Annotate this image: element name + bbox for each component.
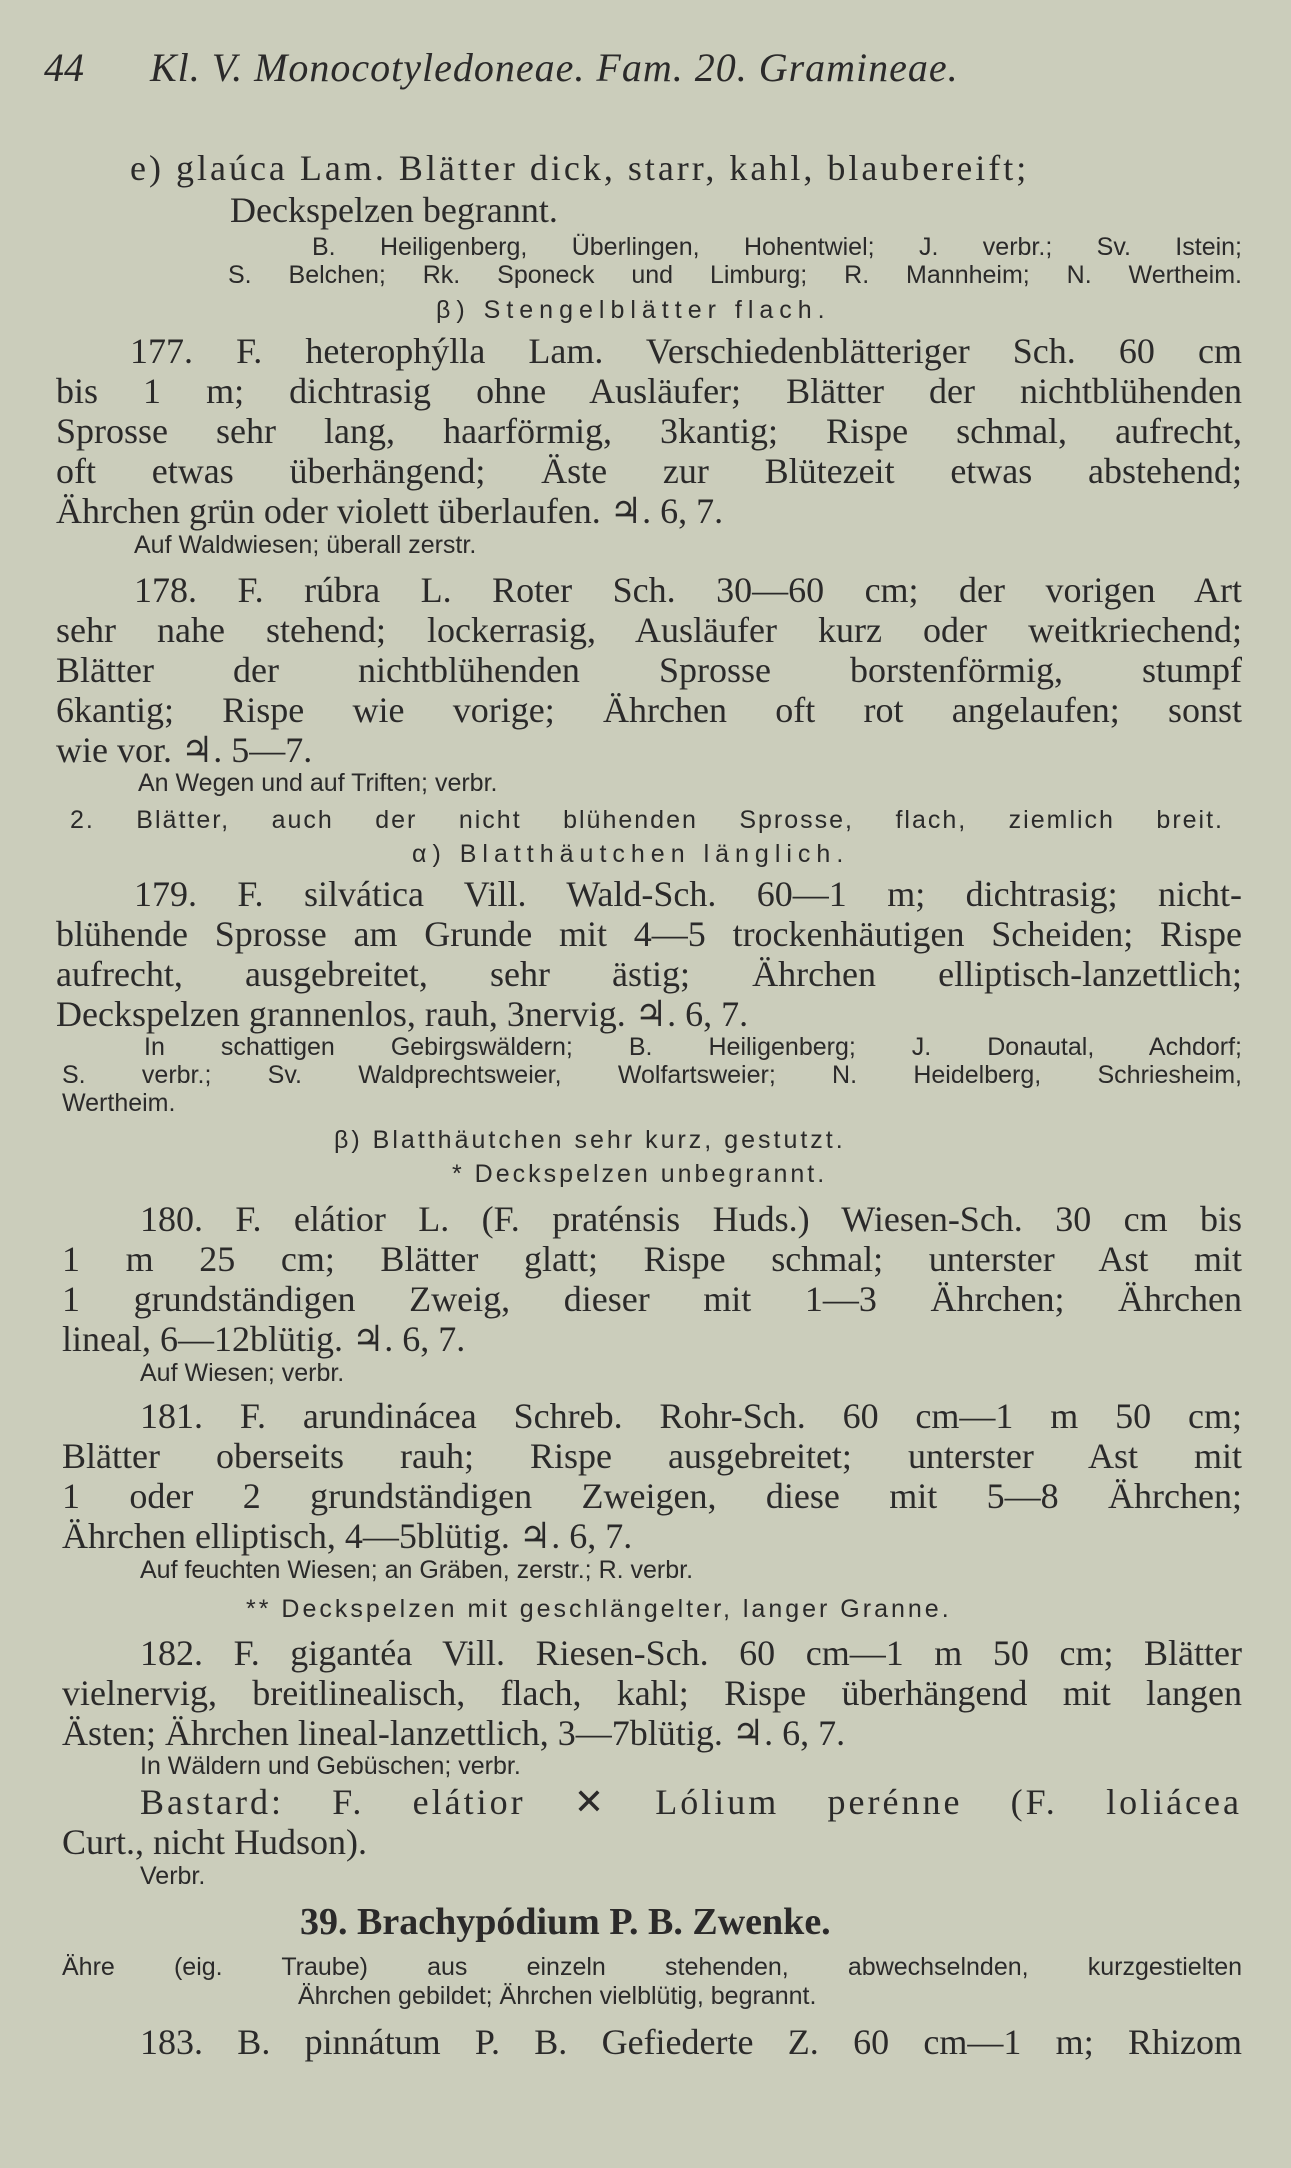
page-number: 44 <box>44 45 84 90</box>
subsection-heading: α) Blatthäutchen länglich. <box>412 840 850 868</box>
locality-line: Wertheim. <box>62 1089 176 1117</box>
locality-line: Verbr. <box>140 1862 206 1890</box>
text-line: 1 m 25 cm; Blätter glatt; Rispe schmal; unterster Ast mit <box>62 1239 1242 1279</box>
text-line: Sprosse sehr lang, haarförmig, 3kantig; Rispe schmal, aufrecht, <box>56 411 1242 451</box>
locality-line: Auf feuchten Wiesen; an Gräben, zerstr.; R. verbr. <box>140 1556 694 1584</box>
species-178-heading: 178. F. rúbra L. Roter Sch. 30—60 cm; der vorigen Art <box>134 570 1242 610</box>
locality-line: In Wäldern und Gebüschen; verbr. <box>140 1752 521 1780</box>
text-line: 1 grundständigen Zweig, dieser mit 1—3 Ährchen; Ährchen <box>62 1279 1242 1319</box>
text-line: bis 1 m; dichtrasig ohne Ausläufer; Blätter der nichtblühenden <box>56 371 1242 411</box>
text-line: Ährchen elliptisch, 4—5blütig. ♃. 6, 7. <box>62 1516 633 1556</box>
text-line: aufrecht, ausgebreitet, sehr ästig; Ährchen elliptisch-lanzettlich; <box>56 954 1242 994</box>
locality-line: Auf Waldwiesen; überall zerstr. <box>134 531 477 559</box>
species-179-heading: 179. F. silvática Vill. Wald-Sch. 60—1 m; dichtrasig; nicht- <box>134 874 1242 914</box>
species-183-heading: 183. B. pinnátum P. B. Gefiederte Z. 60 cm—1 m; Rhizom <box>140 2022 1242 2062</box>
locality-line: B. Heiligenberg, Überlingen, Hohentwiel; J. verbr.; Sv. Istein; <box>312 233 1242 261</box>
species-181-heading: 181. F. arundinácea Schreb. Rohr-Sch. 60 cm—1 m 50 cm; <box>140 1396 1242 1436</box>
subsection-heading: * Deckspelzen unbegrannt. <box>452 1160 828 1188</box>
text-line: Ästen; Ährchen lineal-lanzettlich, 3—7blütig. ♃. 6, 7. <box>62 1713 846 1753</box>
text-line: vielnervig, breitlinealisch, flach, kahl; Rispe überhängend mit langen <box>62 1673 1242 1713</box>
section-heading: 2. Blätter, auch der nicht blühenden Sprosse, flach, ziemlich breit. <box>70 806 1224 834</box>
locality-line: Auf Wiesen; verbr. <box>140 1359 345 1387</box>
species-182-heading: 182. F. gigantéa Vill. Riesen-Sch. 60 cm—1 m 50 cm; Blätter <box>140 1633 1242 1673</box>
text-line: 6kantig; Rispe wie vorige; Ährchen oft rot angelaufen; sonst <box>56 690 1242 730</box>
text-line: Blätter der nichtblühenden Sprosse borstenförmig, stumpf <box>56 650 1242 690</box>
variety-glauca: e) glaúca Lam. Blätter dick, starr, kahl, blaubereift; <box>130 148 1030 188</box>
text-line: lineal, 6—12blütig. ♃. 6, 7. <box>62 1319 466 1359</box>
text-line: oft etwas überhängend; Äste zur Blütezeit etwas abstehend; <box>56 451 1242 491</box>
locality-line: An Wegen und auf Triften; verbr. <box>138 769 498 797</box>
species-180-heading: 180. F. elátior L. (F. praténsis Huds.) Wiesen-Sch. 30 cm bis <box>140 1199 1242 1239</box>
text-line: blühende Sprosse am Grunde mit 4—5 trockenhäutigen Scheiden; Rispe <box>56 914 1242 954</box>
species-177-heading: 177. F. heterophýlla Lam. Verschiedenblätteriger Sch. 60 cm <box>130 331 1242 371</box>
text-line: Deckspelzen grannenlos, rauh, 3nervig. ♃. 6, 7. <box>56 994 749 1034</box>
subsection-heading: ** Deckspelzen mit geschlängelter, langer Granne. <box>246 1595 952 1623</box>
text-line: sehr nahe stehend; lockerrasig, Ausläufer kurz oder weitkriechend; <box>56 610 1242 650</box>
locality-line: S. verbr.; Sv. Waldprechtsweier, Wolfartsweier; N. Heidelberg, Schriesheim, <box>62 1061 1242 1089</box>
subsection-heading: β) Stengelblätter flach. <box>436 296 831 324</box>
text-line: Deckspelzen begrannt. <box>230 190 558 230</box>
text-line: Curt., nicht Hudson). <box>62 1822 367 1862</box>
text-line: Blätter oberseits rauh; Rispe ausgebreitet; unterster Ast mit <box>62 1436 1242 1476</box>
running-title: Kl. V. Monocotyledoneae. Fam. 20. Gramineae. <box>150 45 959 90</box>
locality-line: In schattigen Gebirgswäldern; B. Heiligenberg; J. Donautal, Achdorf; <box>144 1033 1242 1061</box>
text-line: wie vor. ♃. 5—7. <box>56 730 313 770</box>
text-line: Ährchen grün oder violett überlaufen. ♃. 6, 7. <box>56 491 724 531</box>
hybrid-line: Bastard: F. elátior ✕ Lólium perénne (F. loliácea <box>140 1782 1242 1822</box>
genus-heading: 39. Brachypódium P. B. Zwenke. <box>300 1901 831 1943</box>
locality-line: S. Belchen; Rk. Sponeck und Limburg; R. Mannheim; N. Wertheim. <box>228 261 1242 289</box>
genus-description: Ähre (eig. Traube) aus einzeln stehenden, abwechselnden, kurzgestielten <box>62 1953 1242 1981</box>
text-line: 1 oder 2 grundständigen Zweigen, diese mit 5—8 Ährchen; <box>62 1476 1242 1516</box>
subsection-heading: β) Blatthäutchen sehr kurz, gestutzt. <box>334 1126 846 1154</box>
genus-description: Ährchen gebildet; Ährchen vielblütig, begrannt. <box>298 1982 817 2010</box>
